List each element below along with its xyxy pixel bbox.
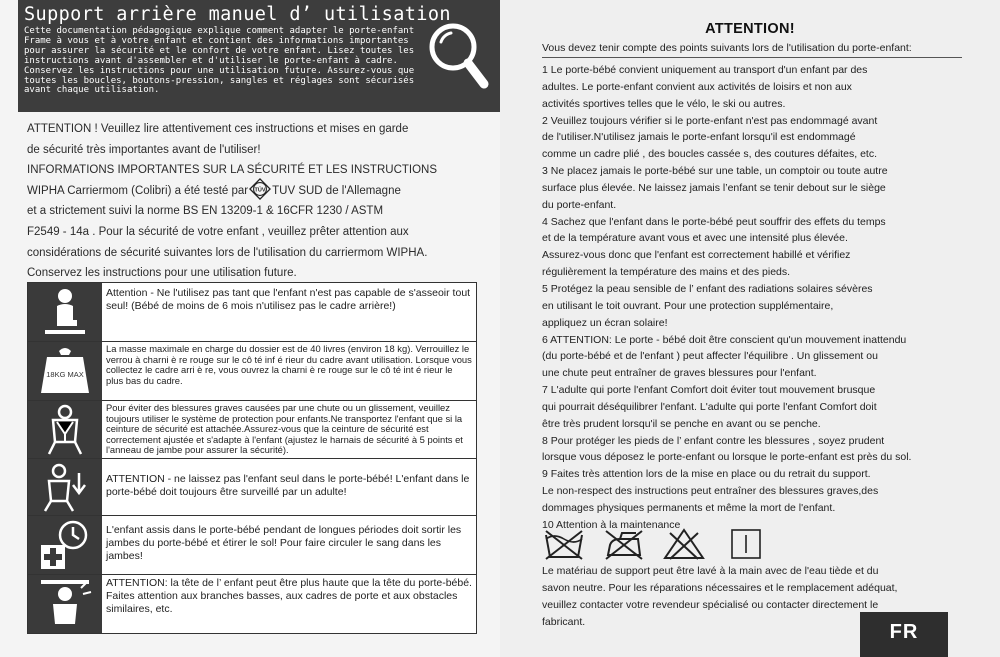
tuv-logo-icon xyxy=(249,178,271,200)
warning-icon-cell xyxy=(28,575,102,633)
attention-intro: Vous devez tenir compte des points suivants lors de l'utilisation du porte-enfant: xyxy=(542,42,912,54)
warning-row xyxy=(28,575,476,633)
no-iron-icon xyxy=(602,527,646,561)
warning-text: La masse maximale en charge du dossier est de 40 livres (environ 18 kg). Verrouillez le verrou à charni è re rouge sur le cô té inf é rieur du cadre avant utilisation. Lorsque vous collectez le cadre arri è re, vous ouvrez la charni è re rouge sur le cô té int é rieur le plus bas du cadre. xyxy=(106,343,472,386)
care-line: Le matériau de support peut être lavé à la main avec de l'eau tiède et du xyxy=(542,565,879,577)
warning-row xyxy=(28,283,476,342)
intro-line-tuv xyxy=(27,181,465,202)
language-badge: FR xyxy=(860,612,948,657)
tuv-logo-text: TÜV xyxy=(254,187,266,194)
weight-icon xyxy=(37,343,93,399)
list-line: dommages physiques permanents et même la mort de l'enfant. xyxy=(542,501,836,514)
weight-label: 18KG MAX xyxy=(46,370,84,379)
intro-heading: INFORMATIONS IMPORTANTES SUR LA SÉCURITÉ ET LES INSTRUCTIONS xyxy=(27,164,438,177)
list-line: une chute peut entraîner de graves blessures pour l'enfant. xyxy=(542,367,817,380)
right-page xyxy=(500,0,1000,657)
intro-line: de sécurité très importantes avant de l'utiliser! xyxy=(27,143,261,156)
list-line: être très prudent lorsqu'il se penche en avant ou se penche. xyxy=(542,417,821,430)
list-line: 8 Pour protéger les pieds de l’ enfant contre les blessures , soyez prudent xyxy=(542,434,885,447)
list-line: comme un cadre plié , des boucles cassée s, des coutures défaites, etc. xyxy=(542,148,878,161)
list-line: 6 ATTENTION: Le porte - bébé doit être conscient qu'un mouvement inattendu xyxy=(542,333,907,346)
list-line: appliquez un écran solaire! xyxy=(542,316,668,329)
warning-text: ATTENTION: la tête de l’ enfant peut être plus haute que la tête du porte-bébé. Faites attention aux branches basses, aux cadres de porte et aux obstacles similaires, etc. xyxy=(106,577,472,616)
list-line: 4 Sachez que l'enfant dans le porte-bébé peut souffrir des effets du temps xyxy=(542,215,886,228)
intro-line: Conservez les instructions pour une utilisation future. xyxy=(27,267,297,280)
intro-line: WIPHA Carriermom (Colibri) a été testé par xyxy=(27,184,249,197)
head-height-icon xyxy=(37,576,93,632)
list-line: (du porte-bébé et de l'enfant ) peut affecter l'équilibre . Un glissement ou xyxy=(542,350,878,363)
divider xyxy=(542,57,962,58)
list-line: 9 Faites très attention lors de la mise en place ou du retrait du support. xyxy=(542,468,871,481)
list-line: et de la température avant vous et avec une intensité plus élevée. xyxy=(542,232,848,245)
care-line: savon neutre. Pour les réparations nécessaires et le remplacement adéquat, xyxy=(542,582,898,594)
list-line: surface plus élevée. Ne laissez jamais l’enfant se tenir debout sur le siège xyxy=(542,181,886,194)
no-bleach-icon xyxy=(662,527,706,561)
warning-icon-cell xyxy=(28,401,102,458)
care-line: fabricant. xyxy=(542,616,586,628)
warning-text: L'enfant assis dans le porte-bébé pendant de longues périodes doit sortir les jambes du porte-bébé et étirer le sol! Pour faire circuler le sang dans les jambes! xyxy=(106,524,462,563)
header-block xyxy=(18,0,503,112)
warning-icon-cell xyxy=(28,516,102,574)
no-wash-icon xyxy=(542,527,586,561)
harness-icon xyxy=(37,402,93,458)
care-icons xyxy=(542,527,772,563)
list-line: 10 Attention à la maintenance xyxy=(542,518,681,531)
list-line: adultes. Le porte-enfant convient aux activités de loisirs et non aux xyxy=(542,80,852,93)
magnifier-icon xyxy=(426,20,490,92)
attention-list xyxy=(542,62,966,534)
warning-text: Attention - Ne l'utilisez pas tant que l'enfant n'est pas capable de s'asseoir tout seul! (Bébé de moins de 6 mois n'utilisez pas le cadre arrière!) xyxy=(106,287,471,313)
intro-line: ATTENTION ! Veuillez lire attentivement ces instructions et mises en garde xyxy=(27,123,409,135)
attention-title: ATTENTION! xyxy=(705,21,795,37)
list-line: 7 L'adulte qui porte l'enfant Comfort doit éviter tout mouvement brusque xyxy=(542,384,876,397)
warning-row xyxy=(28,459,476,516)
warning-row xyxy=(28,401,476,459)
list-line: 3 Ne placez jamais le porte-bébé sur une table, un comptoir ou toute autre xyxy=(542,165,888,178)
list-line: lorsque vous déposez le porte-enfant ou lorsque le porte-enfant est près du sol. xyxy=(542,451,912,464)
intro-line: et a strictement suivi la norme BS EN 13209-1 & 16CFR 1230 / ASTM xyxy=(27,205,384,218)
list-line: de l'utiliser.N'utilisez jamais le porte-enfant lorsqu'il est endommagé xyxy=(542,131,856,144)
intro-line: considérations de sécurité suivantes lors de l'utilisation du carriermom WIPHA. xyxy=(27,246,428,259)
child-alone-icon xyxy=(37,459,93,515)
list-line: 1 Le porte-bébé convient uniquement au transport d'un enfant par des xyxy=(542,64,868,76)
line-dry-icon xyxy=(724,527,768,561)
list-line: Assurez-vous donc que l'enfant est correctement habillé et vérifiez xyxy=(542,249,851,262)
warning-text: ATTENTION - ne laissez pas l'enfant seul dans le porte-bébé! L'enfant dans le porte-bébé doit toujours être surveillé par un adulte! xyxy=(106,473,470,499)
warning-text: Pour éviter des blessures graves causées par une chute ou un glissement, veuillez toujours utiliser le système de protection pour enfants.Ne transportez l'enfant que si la ceinture de sécurité est attachée.Assurez-vous que la ceinture de sécurité est correctement ajustée et s'adapte à l'enfant (ajustez le harnais de sécurité à 5 points et l'anneau de jambe pour assurer la sécurité). xyxy=(106,402,463,456)
list-line: régulièrement la température des mains et des pieds. xyxy=(542,266,791,279)
care-line: veuillez contacter votre revendeur spécialisé ou contacter directement le xyxy=(542,599,879,611)
list-line: du porte-enfant. xyxy=(542,198,617,211)
warning-row xyxy=(28,342,476,401)
warning-table xyxy=(27,282,477,634)
list-line: 5 Protégez la peau sensible de l’ enfant des radiations solaires sévères xyxy=(542,282,873,295)
list-line: Le non-respect des instructions peut entraîner des blessures graves,des xyxy=(542,485,879,498)
intro-line: TUV SUD de l'Allemagne xyxy=(272,184,401,197)
intro-line: F2549 - 14a . Pour la sécurité de votre enfant , veuillez prêter attention aux xyxy=(27,225,409,238)
header-description: Cette documentation pédagogique explique comment adapter le porte-enfant Frame à vous et à votre enfant et contient des informations importantes pour assurer la sécurité et le confort de votre enfant. Lisez toutes les instructions avant d'assembler et d'utiliser le porte-enfant à cadre. Conservez les instructions pour une utilisation future. Assurez-vous que toutes les boucles, boutons-pression, sangles et réglages sont sécurisés avant chaque utilisation. xyxy=(24,26,415,96)
list-line: 2 Veuillez toujours vérifier si le porte-enfant n'est pas endommagé avant xyxy=(542,114,878,127)
safety-intro xyxy=(27,119,465,284)
warning-icon-cell xyxy=(28,283,102,341)
list-line: qui pourrait déséquilibrer l'enfant. L'adulte qui porte l'enfant Comfort doit xyxy=(542,400,877,413)
list-line: en utilisant le toit ouvrant. Pour une protection supplémentaire, xyxy=(542,299,834,312)
warning-row xyxy=(28,516,476,575)
baby-sitting-icon xyxy=(37,284,93,340)
page-title: Support arrière manuel d’ utilisation xyxy=(24,4,451,25)
list-line: activités sportives telles que le vélo, le ski ou autres. xyxy=(542,97,786,110)
clock-first-aid-icon xyxy=(37,517,93,573)
warning-icon-cell xyxy=(28,342,102,400)
warning-icon-cell xyxy=(28,459,102,515)
